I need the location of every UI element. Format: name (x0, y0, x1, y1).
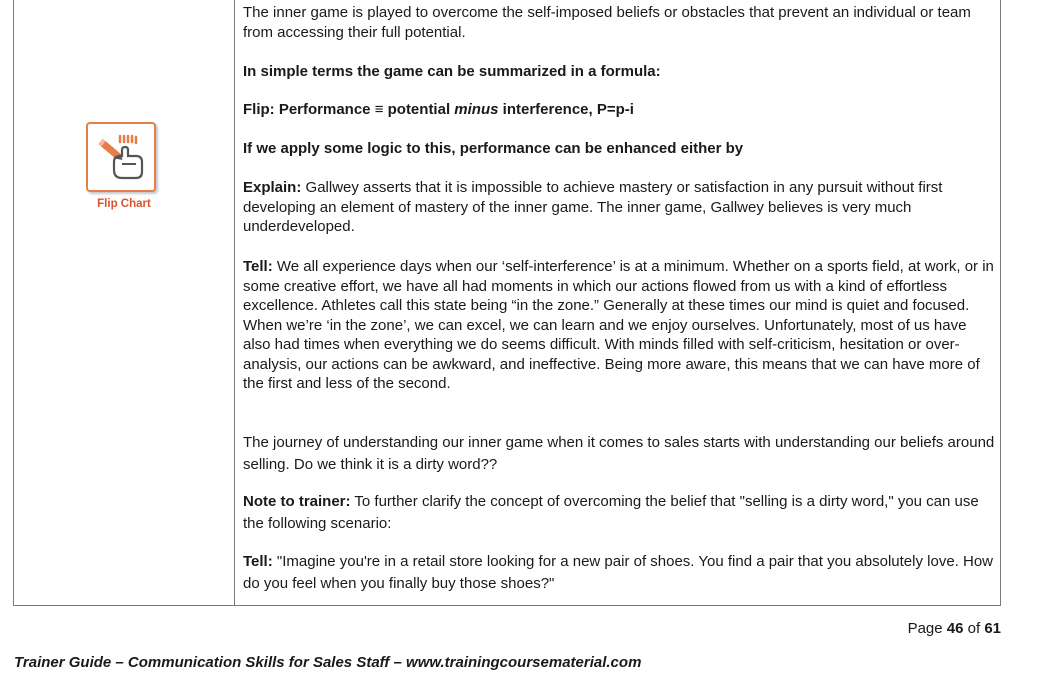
footer-text: Trainer Guide – Communication Skills for Sales Staff – www.trainingcoursematerial.com (14, 654, 642, 671)
page-prefix: Page (907, 620, 947, 637)
formula-intro: In simple terms the game can be summarized in a formula: (243, 63, 661, 80)
page-current: 46 (946, 620, 964, 637)
tell-paragraph-2 (243, 551, 995, 595)
note-label: Note to trainer: (243, 493, 351, 510)
explain-text: Gallwey asserts that it is impossible to achieve mastery or satisfaction in any pursuit without first developing an element of mastery of the inner game. The inner game, Gallwey believes is very much underdeveloped. (243, 179, 943, 235)
note-text: To further clarify the concept of overcoming the belief that "selling is a dirty word," you can use the following scenario: (243, 493, 979, 532)
formula-minus: minus (454, 101, 499, 118)
explain-label: Explain: (243, 179, 302, 196)
note-paragraph (243, 491, 995, 535)
flip-chart-graphic (92, 128, 150, 186)
tell-label-2: Tell: (243, 553, 273, 570)
page-of: of (963, 620, 985, 637)
tell-text-2: "Imagine you're in a retail store looking for a new pair of shoes. You find a pair that you absolutely love. How do you feel when you finally buy those shoes?" (243, 553, 994, 592)
tell-paragraph-1 (243, 257, 995, 394)
content-cell (235, 0, 1000, 605)
explain-paragraph (243, 178, 995, 237)
flip-chart-icon (86, 122, 156, 192)
logic-line: If we apply some logic to this, performance can be enhanced either by (243, 140, 744, 157)
formula-part1: Flip: Performance ≡ potential (243, 101, 455, 118)
tell-label-1: Tell: (243, 258, 273, 275)
intro-paragraph: The inner game is played to overcome the self-imposed beliefs or obstacles that prevent an individual or team from accessing their full potential. (243, 4, 971, 41)
sidebar-cell (14, 0, 235, 605)
flip-chart-label: Flip Chart (97, 198, 151, 210)
formula-line (243, 100, 995, 120)
formula-part2: interference, P=p-i (498, 101, 634, 118)
content-table (13, 0, 1001, 606)
page-total: 61 (984, 620, 1001, 637)
journey-paragraph: The journey of understanding our inner game when it comes to sales starts with understanding our beliefs around selling. Do we think it is a dirty word?? (243, 434, 995, 473)
tell-text-1: We all experience days when our ‘self-interference’ is at a minimum. Whether on a sports field, at work, or in some creative effort, we have all had moments in which our actions flowed from us with a kind of effortless excellence. Athletes call this state being “in the zone.” Generally at these times our mind is quiet and focused. When we’re ‘in the zone’, we can excel, we can learn and we enjoy ourselves. Unfortunately, most of us have also had times when everything we do seems difficult. With minds filled with self-criticism, hesitation or over-analysis, our actions can be awkward, and ineffective. Being more aware, this means that we can have more of the first and less of the second. (243, 258, 994, 392)
page-number (908, 620, 1001, 637)
